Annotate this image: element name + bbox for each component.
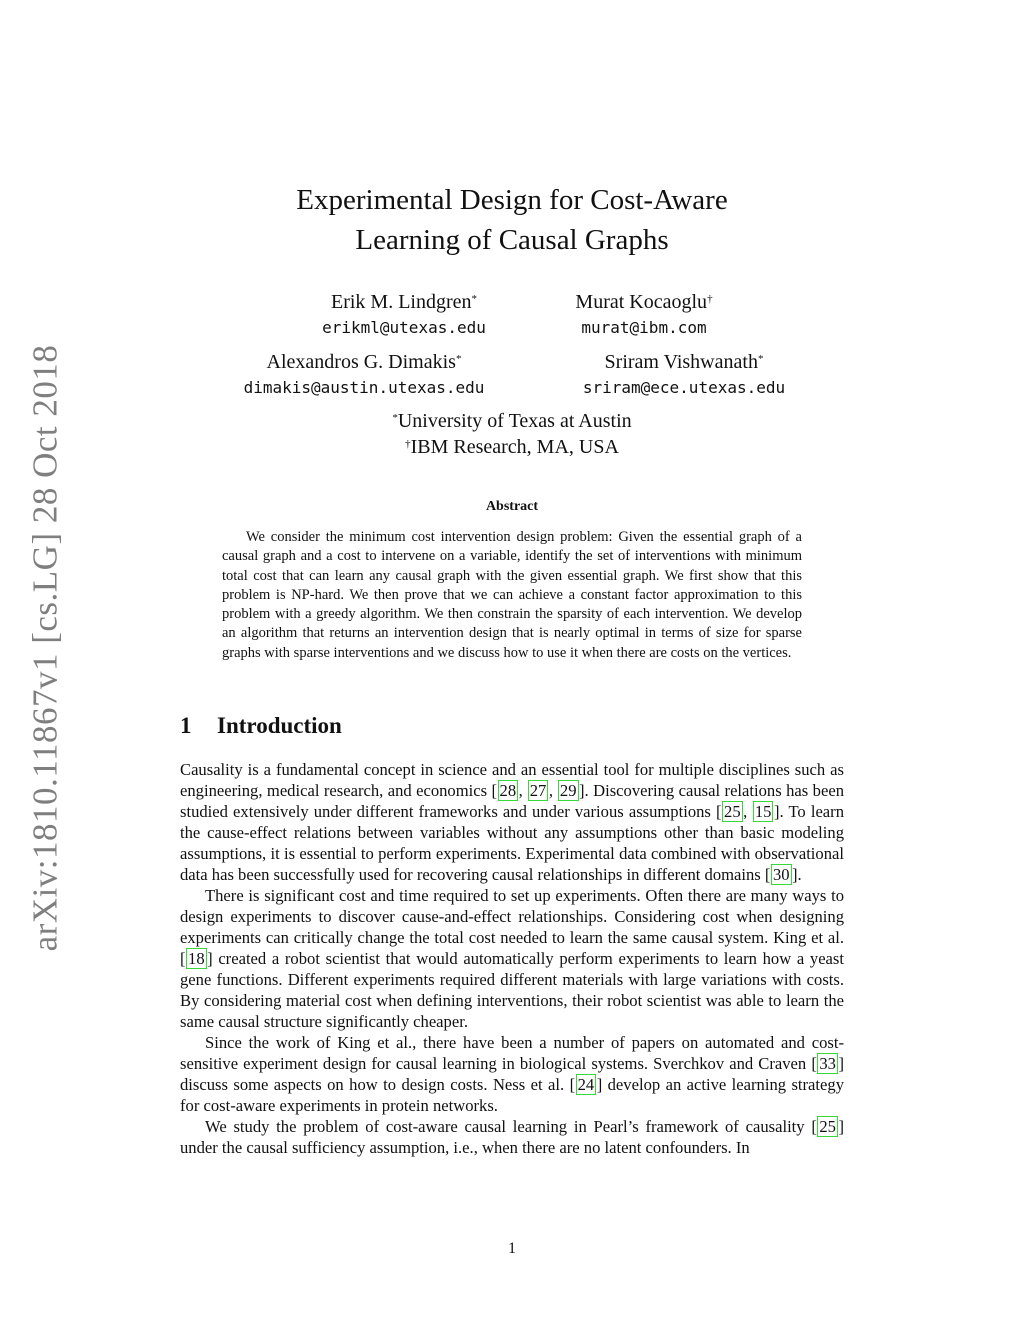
citation-link[interactable]: 18 xyxy=(188,949,205,968)
abstract-text: We consider the minimum cost intervention design problem: Given the essential graph of a causal graph and a cost to intervene on a variable, identify the set of interventions with minimum total cost that can learn any causal graph with the given essential graph. We first show that this problem is NP-hard. We then prove that we can achieve a constant factor approximation to this problem with a greedy algorithm. We then constrain the sparsity of each intervention. We develop an algorithm that returns an intervention design that is nearly optimal in terms of size for sparse graphs with sparse interventions and we discuss how to use it when there are costs on the vertices. xyxy=(222,529,802,661)
citation-link[interactable]: 28 xyxy=(499,781,517,800)
text-run: ]. xyxy=(792,865,802,884)
section-heading xyxy=(180,713,342,739)
author-name: Alexandros G. Dimakis xyxy=(266,351,456,373)
author-mark: * xyxy=(455,353,462,365)
citation-link[interactable]: 25 xyxy=(819,1117,836,1136)
affiliation-text: IBM Research, MA, USA xyxy=(410,436,619,458)
author-email[interactable]: erikml@utexas.edu xyxy=(322,318,486,337)
text-run: Causality is a fundamental concept in science and an essential tool for multiple disciplines such as engineering, medical research, and economics [ xyxy=(180,760,844,800)
citation-link[interactable]: 30 xyxy=(772,865,790,884)
text-run: ]. To learn the cause-effect relations between variables without any assumptions other than basic modeling assumptions, it is essential to perform experiments. Experimental data combined with observational data has been successfully used for recovering causal relationships in different domains [ xyxy=(180,802,844,884)
author-email[interactable]: murat@ibm.com xyxy=(581,318,707,337)
affiliation-mark: * xyxy=(392,412,398,424)
abstract-heading: Abstract xyxy=(485,499,539,514)
paragraph xyxy=(180,885,844,1032)
text-run: ] develop an active learning strategy for cost-aware experiments in protein networks. xyxy=(180,1075,844,1115)
citation-link[interactable]: 27 xyxy=(529,781,547,800)
author-mark: † xyxy=(707,293,713,305)
section-number: 1 xyxy=(180,713,192,738)
arxiv-stamp xyxy=(23,344,67,951)
paper-title xyxy=(180,180,844,260)
author-block-3 xyxy=(214,350,514,401)
author-block-2 xyxy=(494,290,794,341)
text-run: We study the problem of cost-aware causal learning in Pearl’s framework of causality [ xyxy=(205,1117,817,1136)
affiliation-2 xyxy=(180,434,844,460)
paragraph xyxy=(180,1032,844,1116)
author-name: Murat Kocaoglu xyxy=(575,291,708,313)
arxiv-stamp-text: arXiv:1810.11867v1 [cs.LG] 28 Oct 2018 xyxy=(25,344,64,951)
citation-link[interactable]: 33 xyxy=(819,1054,836,1073)
citation-link[interactable]: 24 xyxy=(577,1075,595,1094)
author-mark: * xyxy=(757,353,764,365)
text-run: There is significant cost and time required to set up experiments. Often there are many ways to design experiments to discover cause-and-effect relationships. Considering cost when designing experiments can critically change the total cost needed to learn the same causal system. King et al. [ xyxy=(180,886,844,968)
page-number: 1 xyxy=(508,1240,516,1257)
affiliation-1 xyxy=(180,408,844,434)
body-text xyxy=(180,759,844,1158)
author-name: Erik M. Lindgren xyxy=(330,291,472,313)
title-line-1: Experimental Design for Cost-Aware xyxy=(296,184,728,216)
author-mark: * xyxy=(471,293,478,305)
text-run: Since the work of King et al., there have been a number of papers on automated and cost-sensitive experiment design for causal learning in biological systems. Sverchkov and Craven [ xyxy=(180,1033,844,1073)
text-run: ] discuss some aspects on how to design costs. Ness et al. [ xyxy=(180,1054,844,1094)
title-line-2: Learning of Causal Graphs xyxy=(355,224,669,256)
citation-link[interactable]: 25 xyxy=(724,802,741,821)
author-email[interactable]: dimakis@austin.utexas.edu xyxy=(243,378,485,397)
affiliation-text: University of Texas at Austin xyxy=(397,410,632,432)
text-run: ] under the causal sufficiency assumption, i.e., when there are no latent confounders. In xyxy=(180,1117,844,1157)
citation-link[interactable]: 15 xyxy=(754,802,772,821)
paragraph xyxy=(180,1116,844,1158)
section-title: Introduction xyxy=(217,713,342,738)
author-name: Sriram Vishwanath xyxy=(604,351,758,373)
affiliation-mark: † xyxy=(405,438,411,450)
paragraph: Causality is a fundamental concept in science and an essential tool for multiple disciplines such as engineering, medical research, and economics [ 28 , 27 , 29 ]. Discovering causal relations has been studied extensively under different frameworks and under various assumptions [ 25 , 15 ]. To learn the cause-effect relations between variables without any assumptions other than basic modeling assumptions, it is essential to perform experiments. Experimental data combined with observational data has been successfully used for recovering causal relationships in different domains [ 30 ]. xyxy=(180,760,844,884)
text-run: ]. Discovering causal relations has been studied extensively under different frameworks and under various assumptions [ xyxy=(180,781,844,821)
author-email[interactable]: sriram@ece.utexas.edu xyxy=(582,378,786,397)
text-run: ] created a robot scientist that would automatically perform experiments to learn how a yeast gene functions. Different experiments required different materials with large variations with costs. By considering material cost when defining interventions, their robot scientist was able to learn the same causal structure significantly cheaper. xyxy=(180,949,844,1031)
author-block-4 xyxy=(534,350,834,401)
citation-link[interactable]: 29 xyxy=(559,781,577,800)
